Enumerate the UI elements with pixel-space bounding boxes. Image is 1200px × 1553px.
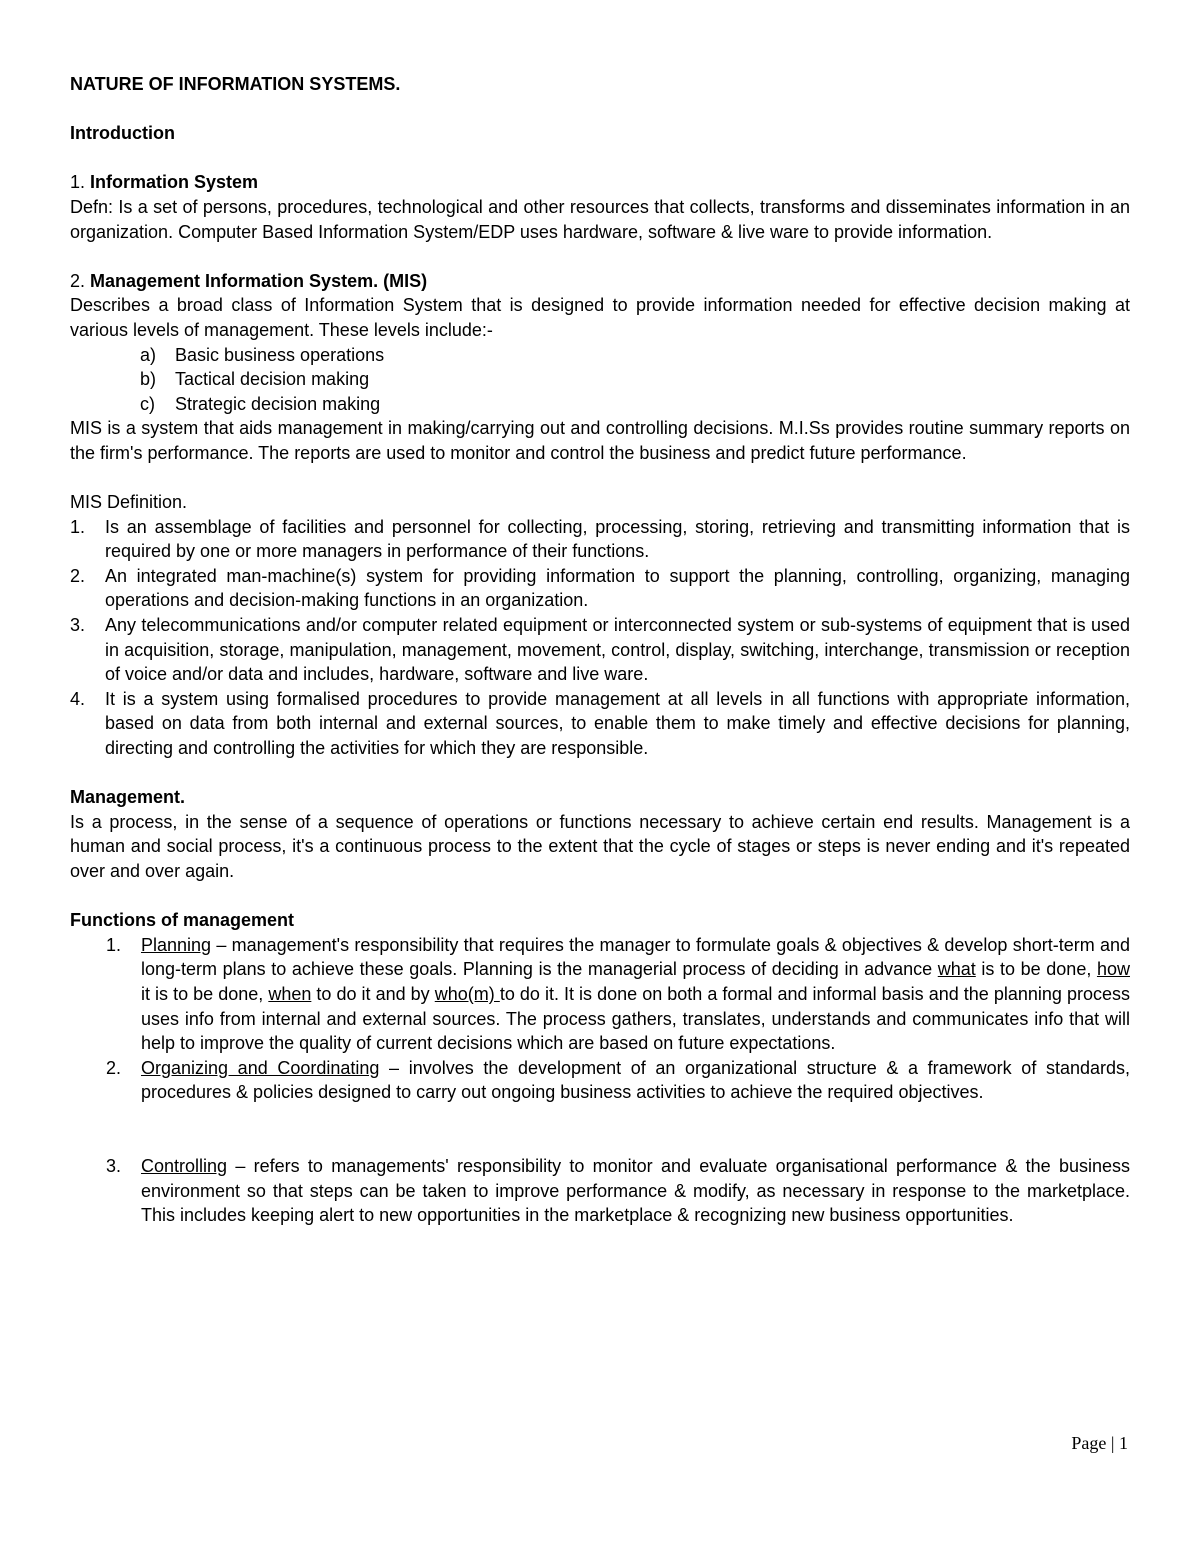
intro-heading: Introduction	[70, 123, 175, 144]
controlling-term: Controlling	[141, 1155, 228, 1176]
function-controlling	[70, 1154, 1130, 1228]
planning-term: Planning	[141, 934, 212, 955]
planning-text-4: to do it and by	[311, 983, 435, 1004]
functions-heading: Functions of management	[70, 910, 295, 931]
list-item	[70, 687, 1130, 761]
document-page	[70, 72, 1130, 1228]
functions-list-continued	[70, 1154, 1130, 1228]
list-marker: 3.	[106, 1155, 122, 1176]
mis-definition-list	[70, 515, 1130, 761]
list-text: It is a system using formalised procedures to provide management at all levels in all functions with appropriate information, based on data from both internal and external sources, to enable them to make timely and effective decisions for planning, directing and controlling the activities for which they are responsible.	[105, 688, 1130, 759]
section2-number: 2.	[70, 270, 86, 291]
planning-text-1: – management's responsibility that requires the manager to formulate goals & objectives & develop short-term and long-term plans to achieve these goals. Planning is the managerial process of deciding in advance	[141, 934, 1130, 980]
section1-body: Defn: Is a set of persons, procedures, technological and other resources that collects, transforms and disseminates information in an organization. Computer Based Information System/EDP uses hardware, software & live ware to provide information.	[70, 196, 1130, 242]
list-text: Any telecommunications and/or computer related equipment or interconnected system or sub-systems of equipment that is used in acquisition, storage, manipulation, management, movement, control, display, switching, interchange, transmission or reception of voice and/or data and includes, hardware, software and live ware.	[105, 615, 1130, 685]
list-marker: 2.	[106, 1057, 122, 1078]
page-label: Page	[1071, 1433, 1107, 1453]
list-item	[70, 343, 1130, 368]
levels-list	[70, 343, 1130, 417]
document-title: NATURE OF INFORMATION SYSTEMS.	[70, 74, 401, 94]
page-separator: |	[1106, 1433, 1119, 1453]
management-body: Is a process, in the sense of a sequence of operations or functions necessary to achieve certain end results. Management is a human and social process, it's a continuous process to the extent that the cycle of stages or steps is never ending and it's repeated over and over again.	[70, 811, 1130, 881]
list-text: Tactical decision making	[175, 369, 370, 390]
list-text: Is an assemblage of facilities and personnel for collecting, processing, storing, retrieving and transmitting information that is required by one or more managers in performance of their functions.	[105, 516, 1130, 562]
list-marker: 1.	[106, 934, 122, 955]
page-number: 1	[1119, 1433, 1128, 1453]
planning-text-5: to do it. It is done on both a formal and informal basis and the planning process uses info from internal and external sources. The process gathers, translates, understands and communicates info that will help to improve the quality of current decisions which are based on future expectations.	[141, 983, 1130, 1054]
organizing-text: – involves the development of an organizational structure & a framework of standards, procedures & policies designed to carry out ongoing business activities to achieve the required objectives.	[141, 1057, 1131, 1103]
section1-heading	[70, 170, 1130, 195]
management-heading: Management.	[70, 787, 186, 808]
section2-body: Describes a broad class of Information System that is designed to provide information needed for effective decision making at various levels of management. These levels include:-	[70, 295, 1130, 340]
list-item	[70, 515, 1130, 564]
word-what: what	[937, 959, 976, 980]
controlling-text: – refers to managements' responsibility to monitor and evaluate organisational performance & the business environment so that steps can be taken to improve performance & modify, as necessary in response to the marketplace. This includes keeping alert to new opportunities in the marketplace & recognizing new business opportunities.	[141, 1155, 1130, 1226]
list-item	[70, 367, 1130, 392]
word-how: how	[1096, 959, 1130, 980]
functions-list	[70, 933, 1130, 1105]
list-text: An integrated man-machine(s) system for providing information to support the planning, controlling, organizing, managing operations and decision-making functions in an organization.	[105, 565, 1130, 611]
section2-heading	[70, 269, 1130, 294]
section1-number: 1.	[70, 172, 86, 193]
list-item	[70, 392, 1130, 417]
function-organizing	[70, 1056, 1130, 1105]
list-marker: 3.	[70, 615, 86, 636]
list-marker: c)	[140, 393, 155, 414]
organizing-term: Organizing and Coordinating	[141, 1057, 380, 1078]
list-marker: 1.	[70, 516, 86, 537]
list-item	[70, 564, 1130, 613]
page-footer	[1071, 1433, 1128, 1454]
list-text: Basic business operations	[175, 344, 385, 365]
list-marker: 4.	[70, 688, 86, 709]
list-text: Strategic decision making	[175, 393, 381, 414]
planning-text-2: is to be done,	[975, 959, 1097, 980]
planning-text-3: it is to be done,	[141, 983, 269, 1004]
word-who: who(m)	[434, 983, 500, 1004]
section2-title: Management Information System. (MIS)	[90, 270, 428, 291]
section2-after: MIS is a system that aids management in making/carrying out and controlling decisions. M.I.Ss provides routine summary reports on the firm's performance. The reports are used to monitor and control the business and predict future performance.	[70, 418, 1130, 463]
list-marker: 2.	[70, 565, 86, 586]
list-marker: a)	[140, 344, 157, 365]
mis-definition-heading: MIS Definition.	[70, 492, 188, 513]
word-when: when	[268, 983, 312, 1004]
list-marker: b)	[140, 369, 157, 390]
function-planning	[70, 933, 1130, 1056]
list-item	[70, 613, 1130, 687]
section1-title: Information System	[90, 172, 259, 193]
